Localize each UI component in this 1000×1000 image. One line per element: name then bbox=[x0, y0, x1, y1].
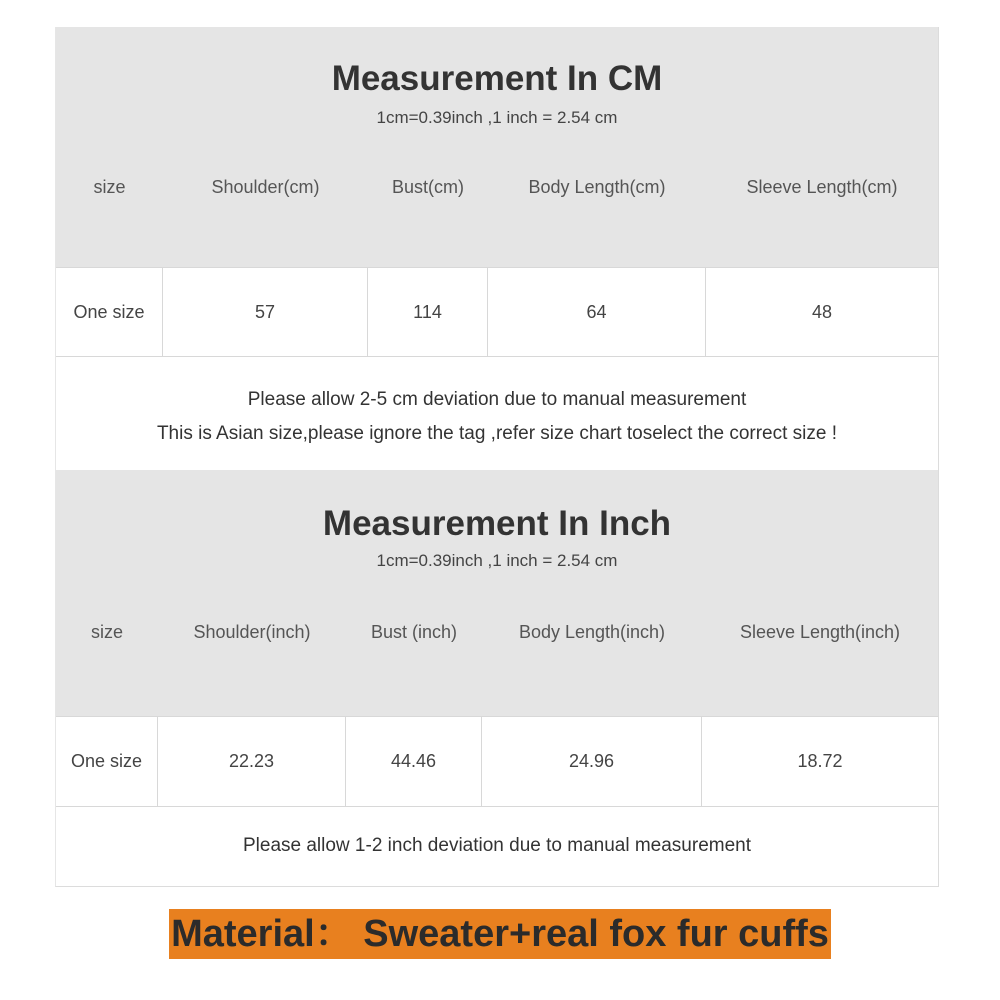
header-bust: Bust (inch) bbox=[370, 622, 458, 642]
material-banner bbox=[0, 909, 1000, 959]
cm-header-row bbox=[56, 177, 938, 198]
asian-size-note: This is Asian size,please ignore the tag ,refer size chart toselect the correct size ! bbox=[156, 423, 838, 444]
header-sleeve-length: Sleeve Length(cm) bbox=[746, 177, 898, 197]
cm-deviation-note: Please allow 2-5 cm deviation due to manual measurement bbox=[247, 389, 747, 410]
cell-body-length: 64 bbox=[488, 268, 706, 356]
inch-section-header bbox=[56, 470, 938, 716]
header-sleeve-length: Sleeve Length(inch) bbox=[739, 622, 901, 642]
cell-size: One size bbox=[56, 717, 158, 806]
cm-notes bbox=[56, 356, 938, 470]
header-bust: Bust(cm) bbox=[392, 177, 464, 197]
header-body-length: Body Length(inch) bbox=[518, 622, 666, 642]
cm-section-header bbox=[56, 27, 938, 267]
cell-bust: 44.46 bbox=[346, 717, 482, 806]
header-shoulder: Shoulder(cm) bbox=[211, 177, 320, 197]
cell-shoulder: 57 bbox=[163, 268, 368, 356]
inch-title: Measurement In Inch bbox=[322, 504, 672, 543]
material-label: Material： Sweater+real fox fur cuffs bbox=[169, 909, 831, 959]
inch-notes bbox=[56, 806, 938, 886]
header-size: size bbox=[93, 177, 126, 197]
header-body-length: Body Length(cm) bbox=[528, 177, 666, 197]
inch-table-row bbox=[56, 716, 938, 806]
cm-conversion-note: 1cm=0.39inch ,1 inch = 2.54 cm bbox=[376, 108, 618, 127]
cell-size: One size bbox=[56, 268, 163, 356]
size-chart bbox=[55, 27, 939, 887]
cm-title: Measurement In CM bbox=[331, 59, 663, 98]
inch-deviation-note: Please allow 1-2 inch deviation due to manual measurement bbox=[242, 835, 752, 856]
header-shoulder: Shoulder(inch) bbox=[193, 622, 311, 642]
cell-sleeve-length: 18.72 bbox=[797, 751, 843, 771]
cell-body-length: 24.96 bbox=[482, 717, 702, 806]
cm-table-row bbox=[56, 267, 938, 356]
cell-bust: 114 bbox=[368, 268, 488, 356]
header-size: size bbox=[90, 622, 123, 642]
inch-conversion-note: 1cm=0.39inch ,1 inch = 2.54 cm bbox=[376, 551, 618, 570]
cell-shoulder: 22.23 bbox=[158, 717, 346, 806]
inch-header-row bbox=[56, 622, 938, 643]
cell-sleeve-length: 48 bbox=[811, 301, 833, 322]
